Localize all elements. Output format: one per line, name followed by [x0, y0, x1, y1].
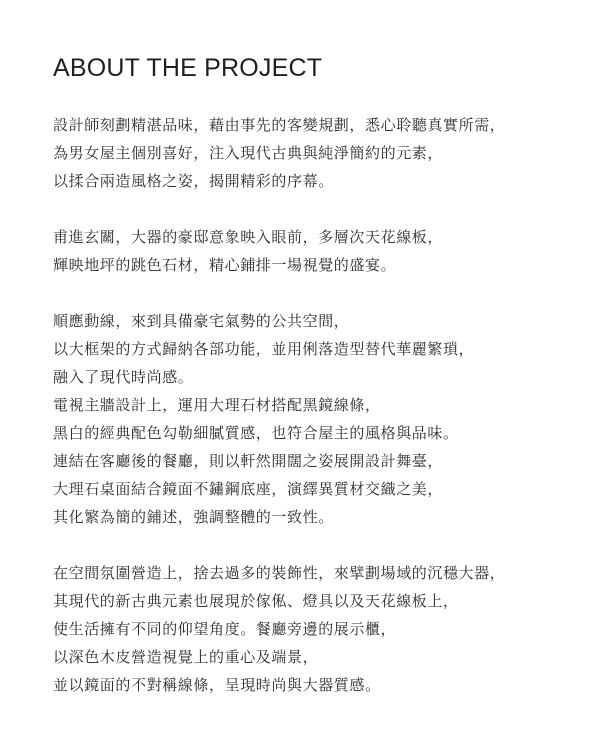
text-line: 以大框架的方式歸納各部功能，並用俐落造型替代華麗繁瑣，: [53, 340, 475, 358]
text-line: 以揉合兩造風格之姿，揭開精彩的序幕。: [53, 172, 334, 190]
paragraph-intro: [53, 111, 593, 195]
paragraph-entrance: [53, 223, 593, 279]
article-body: [53, 111, 593, 699]
text-line: 電視主牆設計上，運用大理石材搭配黑鏡線條，: [53, 396, 381, 414]
text-line: 甫進玄關，大器的豪邸意象映入眼前，多層次天花線板，: [53, 228, 444, 246]
text-line: 並以鏡面的不對稱線條，呈現時尚與大器質感。: [53, 676, 381, 694]
text-line: 為男女屋主個別喜好，注入現代古典與純淨簡約的元素，: [53, 144, 444, 162]
text-line: 黑白的經典配色勾勒細膩質感，也符合屋主的風格與品味。: [53, 424, 459, 442]
text-line: 以深色木皮營造視覺上的重心及端景，: [53, 648, 319, 666]
page-title: ABOUT THE PROJECT: [53, 54, 323, 82]
text-line: 其化繁為簡的鋪述，強調整體的一致性。: [53, 508, 334, 526]
paragraph-atmosphere: [53, 559, 593, 699]
text-line: 大理石桌面結合鏡面不鏽鋼底座，演繹異質材交織之美，: [53, 480, 444, 498]
text-line: 輝映地坪的跳色石材，精心鋪排一場視覺的盛宴。: [53, 256, 397, 274]
text-line: 在空間氛圍營造上，捨去過多的裝飾性，來擘劃場域的沉穩大器，: [53, 564, 506, 582]
text-line: 連結在客廳後的餐廳，則以軒然開闊之姿展開設計舞臺，: [53, 452, 444, 470]
text-line: 其現代的新古典元素也展現於傢俬、燈具以及天花線板上，: [53, 592, 459, 610]
text-line: 設計師刻劃精湛品味，藉由事先的客變規劃，悉心聆聽真實所需，: [53, 116, 506, 134]
text-line: 順應動線，來到具備豪宅氣勢的公共空間，: [53, 312, 350, 330]
text-line: 使生活擁有不同的仰望角度。餐廳旁邊的展示櫃，: [53, 620, 397, 638]
paragraph-public-space: [53, 307, 593, 531]
article: [53, 54, 593, 727]
text-line: 融入了現代時尚感。: [53, 368, 194, 386]
